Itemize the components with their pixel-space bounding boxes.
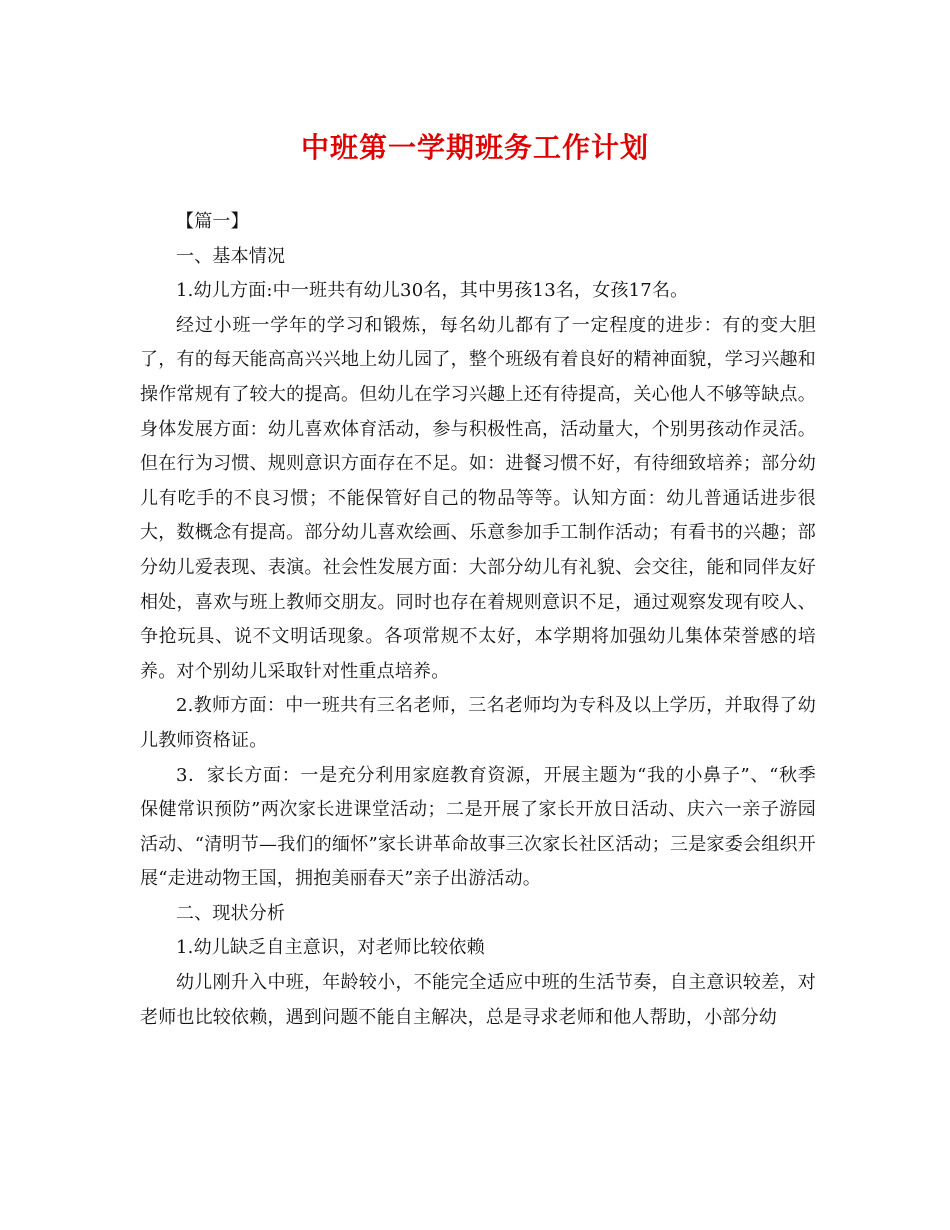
paragraph-teachers: 2.教师方面：中一班共有三名老师，三名老师均为专科及以上学历，并取得了幼儿教师资格证。 — [140, 695, 816, 751]
heading-basic-situation: 一、基本情况 — [176, 245, 286, 267]
document-body — [140, 205, 816, 1035]
heading-status-analysis: 二、现状分析 — [176, 902, 286, 924]
page-title: 中班第一学期班务工作计划 — [300, 131, 649, 164]
paragraph-parents: 3．家长方面：一是充分利用家庭教育资源，开展主题为“我的小鼻子”、“秋季保健常识预防”两次家长进课堂活动；二是开展了家长开放日活动、庆六一亲子游园活动、“清明节—我们的缅怀”家长讲革命故事三次家长社区活动；三是家委会组织开展“走进动物王国，拥抱美丽春天”亲子出游活动。 — [140, 764, 816, 890]
paragraph-autonomy: 幼儿刚升入中班，年龄较小，不能完全适应中班的生活节奏，自主意识较差，对老师也比较依赖，遇到问题不能自主解决，总是寻求老师和他人帮助，小部分幼 — [140, 972, 816, 1028]
section-tag: 【篇一】 — [176, 211, 249, 232]
paragraph-children-detail: 经过小班一学年的学习和锻炼，每名幼儿都有了一定程度的进步：有的变大胆了，有的每天能高高兴兴地上幼儿园了，整个班级有着良好的精神面貌，学习兴趣和操作常规有了较大的提高。但幼儿在学习兴趣上还有待提高，关心他人不够等缺点。身体发展方面：幼儿喜欢体育活动，参与积极性高，活动量大，个别男孩动作灵活。但在行为习惯、规则意识方面存在不足。如：进餐习惯不好，有待细致培养；部分幼儿有吃手的不良习惯；不能保管好自己的物品等等。认知方面：幼儿普通话进步很大，数概念有提高。部分幼儿喜欢绘画、乐意参加手工制作活动；有看书的兴趣；部分幼儿爱表现、表演。社会性发展方面：大部分幼儿有礼貌、会交往，能和同伴友好相处，喜欢与班上教师交朋友。同时也存在着规则意识不足，通过观察发现有咬人、争抢玩具、说不文明话现象。各项常规不太好，本学期将加强幼儿集体荣誉感的培养。对个别幼儿采取针对性重点培养。 — [140, 314, 816, 682]
subheading-autonomy: 1.幼儿缺乏自主意识，对老师比较依赖 — [176, 937, 485, 959]
paragraph-children: 1.幼儿方面:中一班共有幼儿30名，其中男孩13名，女孩17名。 — [176, 280, 689, 302]
